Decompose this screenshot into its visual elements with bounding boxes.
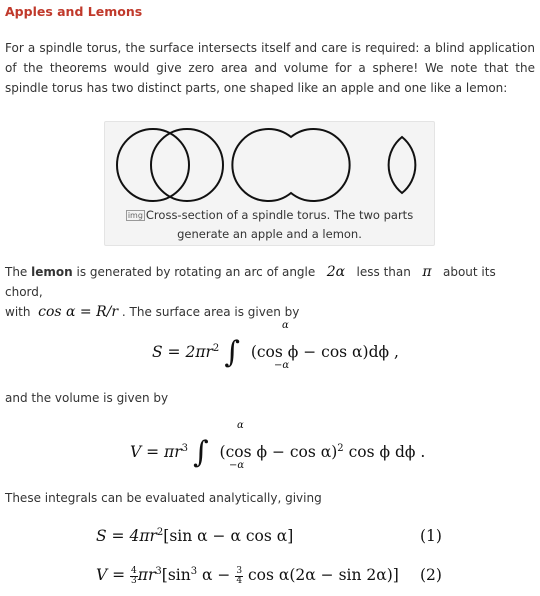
figure-box	[104, 121, 435, 246]
torus-left-circle-b	[151, 129, 223, 201]
volume-intro: and the volume is given by	[5, 391, 169, 405]
lemon-shape	[389, 137, 416, 193]
intro-paragraph: For a spindle torus, the surface intersects itself and care is required: a blind application of the theorems would give zero area and volume for a sphere! We note that the spindle torus has two distinct parts, one shaped like an apple and one like a lemon:	[5, 41, 535, 95]
section-title: Apples and Lemons	[5, 4, 143, 19]
equation-number-1: (1)	[420, 527, 442, 545]
area-result-equation: $S = 4\pi r^2[\sin$ α − α cos α]	[96, 527, 294, 546]
apple-shape	[232, 129, 349, 201]
figure-caption: img Cross-section of a spindle torus. The two parts generate an apple and a lemon.	[127, 208, 414, 241]
lemon-paragraph: The lemon is generated by rotating an arc of angle 2α less than π about its chord, with cos α = R/r . The surface area is given by	[5, 264, 496, 320]
area-integral-equation: $S = 2\pi r^2$ ∫ α −α (cos ϕ − cos α)dϕ ,	[152, 320, 399, 371]
broken-image-icon: img	[127, 211, 143, 220]
torus-cross-section	[105, 122, 434, 206]
volume-integral-equation: $V = \pi r^3$ ∫ α −α (cos ϕ − cos α)$^2$ cos ϕ dϕ .	[130, 420, 426, 471]
volume-result-equation: V = $\frac{4}{3}$ $\pi r^3[\sin^3$ α − $\frac{3}{4}$ cos α(2α − sin 2α)]	[96, 565, 399, 586]
torus-left-circle-a	[117, 129, 189, 201]
lemon-bold: lemon	[31, 265, 73, 279]
analytic-paragraph: These integrals can be evaluated analytically, giving	[5, 491, 322, 505]
equation-number-2: (2)	[420, 566, 442, 584]
